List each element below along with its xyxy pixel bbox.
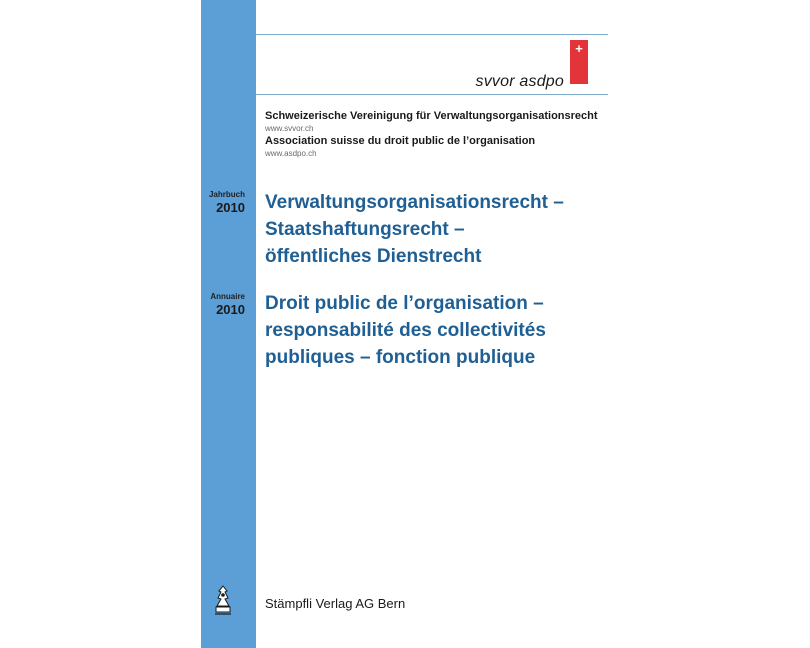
annuaire-year: 2010 — [216, 302, 245, 317]
title-de-line: Verwaltungsorganisationsrecht – — [265, 192, 564, 213]
title-fr-line: publiques – fonction publique — [265, 347, 536, 368]
top-rule — [256, 34, 608, 35]
publisher-name: Stämpfli Verlag AG Bern — [265, 596, 406, 611]
publisher-logo-icon — [212, 584, 234, 616]
title-fr-line: Droit public de l’organisation – — [265, 293, 544, 314]
jahrbuch-label: Jahrbuch — [208, 190, 245, 199]
association-name-fr: Association suisse du droit public de l’organisation — [265, 135, 536, 147]
flag-cross: + — [575, 41, 583, 56]
bottom-rule — [256, 94, 608, 95]
title-german — [265, 189, 605, 270]
brand-name: svvor asdpo — [475, 73, 564, 90]
title-de-line: Staatshaftungsrecht – — [265, 219, 465, 240]
annuaire-label: Annuaire — [210, 292, 245, 301]
blue-spine-band — [201, 0, 256, 648]
title-french — [265, 290, 605, 371]
association-url-de: www.svvor.ch — [265, 124, 314, 133]
association-url-fr: www.asdpo.ch — [265, 149, 317, 158]
association-name-de: Schweizerische Vereinigung für Verwaltungsorganisationsrecht — [265, 110, 598, 122]
title-de-line: öffentliches Dienstrecht — [265, 246, 482, 267]
jahrbuch-year: 2010 — [216, 200, 245, 215]
title-fr-line: responsabilité des collectivités — [265, 320, 546, 341]
swiss-flag-icon — [570, 40, 588, 84]
